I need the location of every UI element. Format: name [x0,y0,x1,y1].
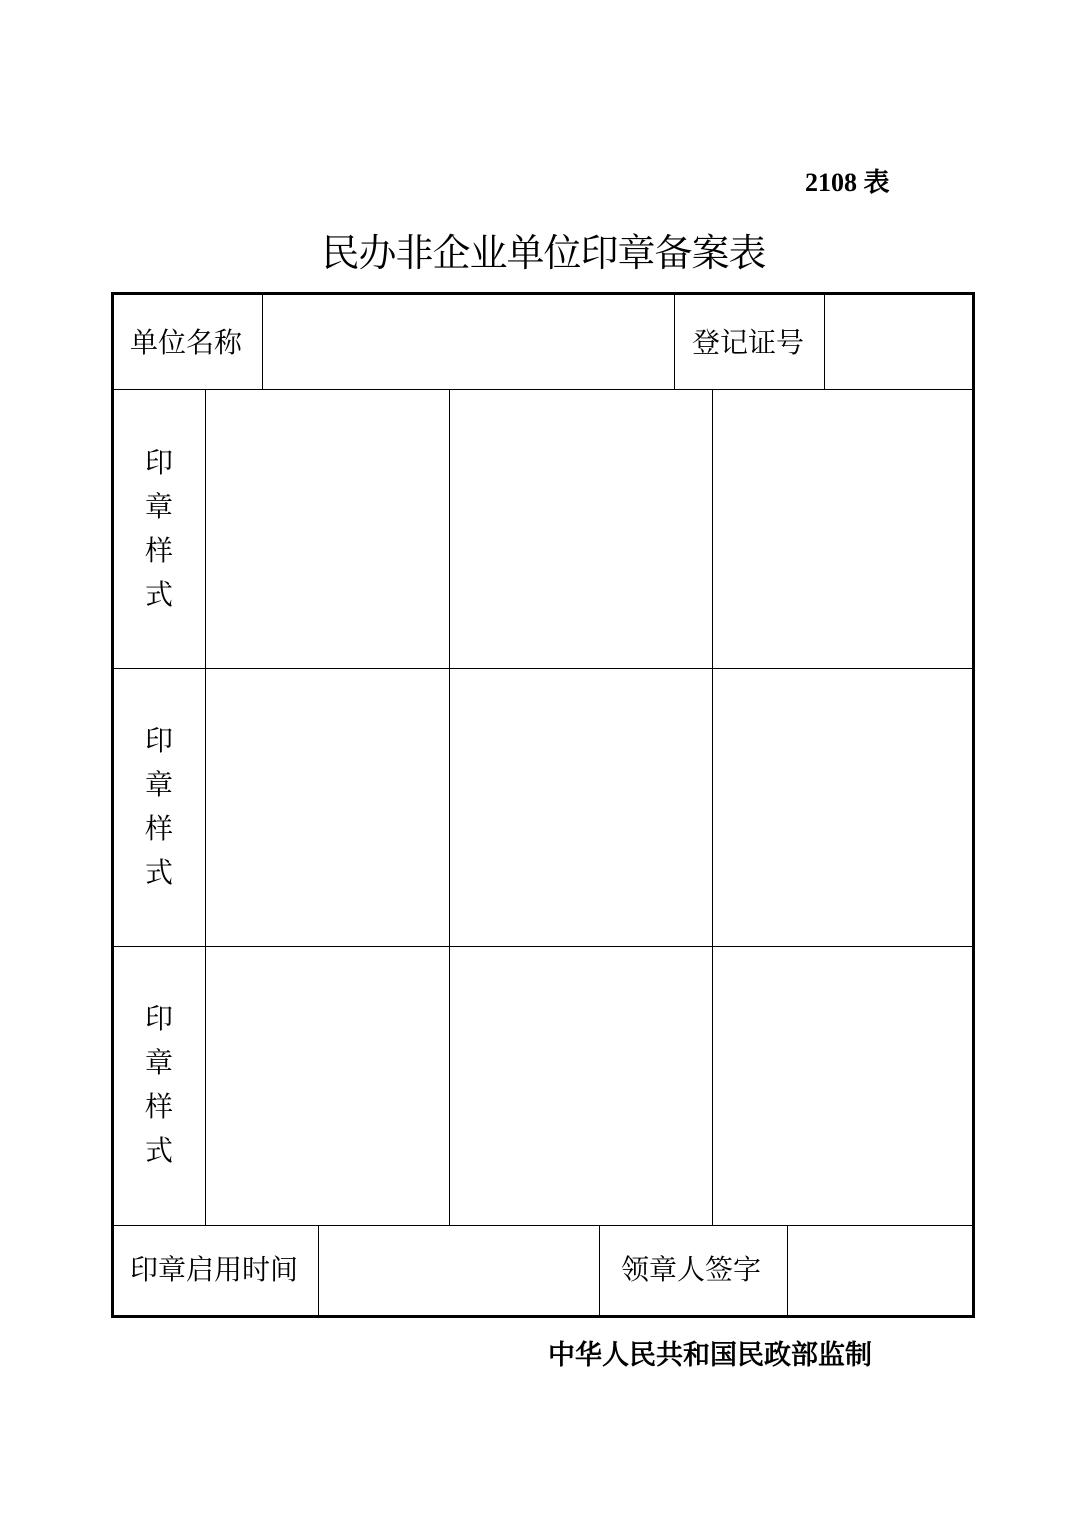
seal-sample-cell[interactable] [207,391,448,667]
row-divider [113,946,973,947]
recipient-signature-label: 领章人签字 [621,1253,762,1286]
seal-sample-cell[interactable] [714,670,972,945]
seal-sample-cell[interactable] [207,948,448,1224]
row-divider [113,668,973,669]
col-divider [262,294,263,389]
recipient-signature-field[interactable] [789,1227,972,1315]
unit-name-label: 单位名称 [130,326,243,359]
seal-sample-cell[interactable] [451,391,711,667]
unit-name-field[interactable] [264,296,673,388]
start-time-label: 印章启用时间 [130,1253,299,1286]
seal-sample-cell[interactable] [714,948,972,1224]
col-divider [599,1226,600,1316]
row-divider [113,1225,973,1226]
start-time-field[interactable] [320,1227,598,1315]
page-title: 民办非企业单位印章备案表 [321,231,766,275]
seal-sample-cell[interactable] [714,391,972,667]
form-code: 2108 表 [805,168,890,197]
col-divider [318,1226,319,1316]
col-divider [674,294,675,389]
col-divider [205,390,206,1225]
issuer-footer: 中华人民共和国民政部监制 [548,1340,872,1371]
col-divider [449,390,450,1225]
seal-sample-cell[interactable] [451,948,711,1224]
reg-no-label: 登记证号 [692,326,805,359]
col-divider [712,390,713,1225]
row-divider [113,389,973,390]
col-divider [824,294,825,389]
seal-style-label: 印章样式 [144,724,173,889]
reg-no-field[interactable] [826,296,972,388]
seal-sample-cell[interactable] [207,670,448,945]
seal-style-label: 印章样式 [144,446,173,611]
seal-style-label: 印章样式 [144,1002,173,1167]
col-divider [787,1226,788,1316]
seal-sample-cell[interactable] [451,670,711,945]
